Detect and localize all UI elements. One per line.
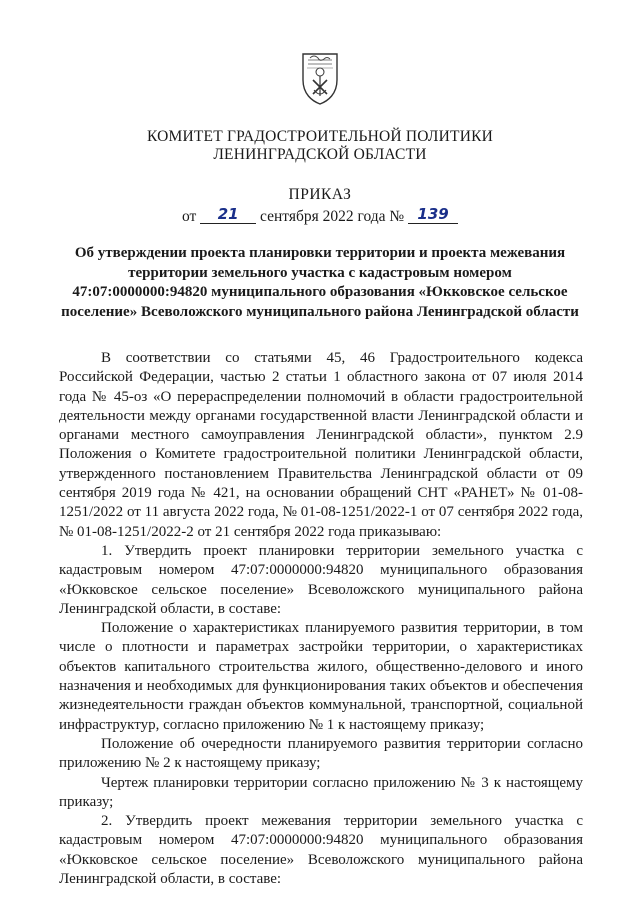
body-paragraph-regulation: Положение о характеристиках планируемого развития территории, в том числе о плотности и параметрах застройки территории, о характеристиках объектов капитального строительства жилого, общественно-делового и иного назначения и необходимых для функционирования таких объектов и обеспечения жизнедеятельности граждан объектов коммунальной, транспортной, социальной инфраструктур, согласно приложению № 1 к настоящему приказу;	[59, 620, 583, 733]
organization-name-line1: КОМИТЕТ ГРАДОСТРОИТЕЛЬНОЙ ПОЛИТИКИ	[146, 128, 494, 145]
body-paragraph-item2: 2. Утвердить проект межевания территории земельного участка с кадастровым номером 47:07:0000000:94820 муниципального образования «Юкковское сельское поселение» Всеволожского муниципального района Ленинградской области, в составе:	[59, 813, 583, 888]
date-month-year: сентября 2022 года №	[260, 208, 405, 225]
date-day-handwritten: 21	[217, 205, 239, 223]
body-paragraph-sequence: Положение об очередности планируемого развития территории согласно приложению № 2 к настоящему приказу;	[59, 735, 583, 772]
date-day-field	[200, 206, 256, 224]
date-prefix: от	[181, 208, 197, 225]
body-paragraph-item1: 1. Утвердить проект планировки территории земельного участка с кадастровым номером 47:07:0000000:94820 муниципального образования «Юкковское сельское поселение» Всеволожского муниципального района Ленинградской области, в составе:	[59, 542, 583, 617]
date-number-line	[0, 206, 640, 227]
document-number-field	[408, 206, 458, 224]
body-paragraph-drawing: Чертеж планировки территории согласно приложению № 3 к настоящему приказу;	[59, 774, 583, 810]
document-body	[59, 349, 583, 889]
document-title: Об утверждении проекта планировки территории и проекта межевания территории земельного участка с кадастровым номером 47:07:0000000:94820 муниципального образования «Юкковское сельское поселение» Всеволожского муниципального района Ленинградской области	[61, 245, 579, 320]
coat-of-arms-icon	[300, 50, 340, 106]
document-type: ПРИКАЗ	[288, 186, 352, 203]
organization-name-line2: ЛЕНИНГРАДСКОЙ ОБЛАСТИ	[213, 146, 427, 163]
body-paragraph-preamble: В соответствии со статьями 45, 46 Градостроительного кодекса Российской Федерации, частью 2 статьи 1 областного закона от 07 июля 2014 года № 45-оз «О перераспределении полномочий в области градостроительной деятельности между органами государственной власти Ленинградской области и органами местного самоуправления Ленинградской области», пунктом 2.9 Положения о Комитете градостроительной политики Ленинградской области, утвержденного постановлением Правительства Ленинградской области от 09 сентября 2019 года № 421, на основании обращений СНТ «РАНЕТ» № 01-08-1251/2022 от 11 августа 2022 года, № 01-08-1251/2022-1 от 07 сентября 2022 года, № 01-08-1251/2022-2 от 21 сентября 2022 года приказываю:	[59, 350, 583, 540]
document-number-handwritten: 139	[417, 205, 449, 223]
